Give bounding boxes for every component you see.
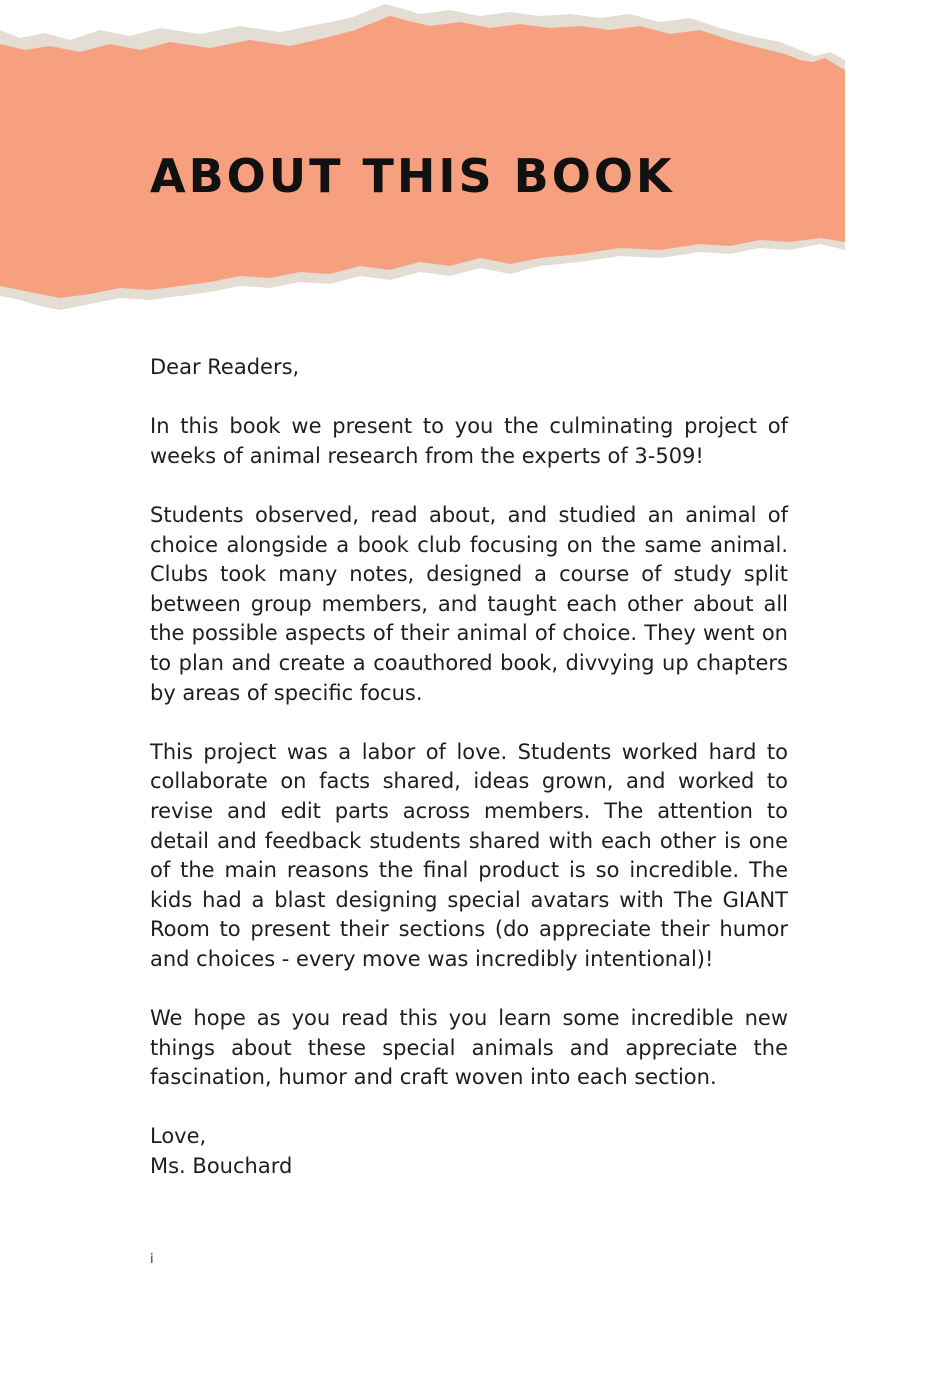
letter-body: [150, 353, 788, 1182]
salutation: Dear Readers,: [150, 355, 300, 379]
closing: Love,: [150, 1124, 207, 1149]
signature: Ms. Bouchard: [150, 1154, 293, 1179]
paragraph-closing-hope: We hope as you read this you learn some incredible new things about these special animals and appreciate the fascination, humor and craft woven into each section.: [150, 1006, 788, 1090]
paragraph-labor-of-love: This project was a labor of love. Students worked hard to collaborate on facts shared, ideas grown, and worked to revise and edit parts across members. The attention to detail and feedback students shared with each other is one of the main reasons the final product is so incredible. The kids had a blast designing special avatars with The GIANT Room to present their sections (do appreciate their humor and choices - every move was incredibly intentional)!: [150, 739, 788, 971]
page-number: i: [150, 1252, 154, 1267]
paragraph-process: Students observed, read about, and studied an animal of choice alongside a book club focusing on the same animal. Clubs took many notes, designed a course of study split between group members, and taught each other about all the possible aspects of their animal of choice. They went on to plan and create a coauthored book, divvying up chapters by areas of specific focus.: [150, 502, 788, 705]
signoff: [150, 1122, 788, 1181]
page-title: ABOUT THIS BOOK: [150, 149, 675, 203]
paragraph-intro: In this book we present to you the culminating project of weeks of animal research from the experts of 3-509!: [150, 414, 788, 468]
